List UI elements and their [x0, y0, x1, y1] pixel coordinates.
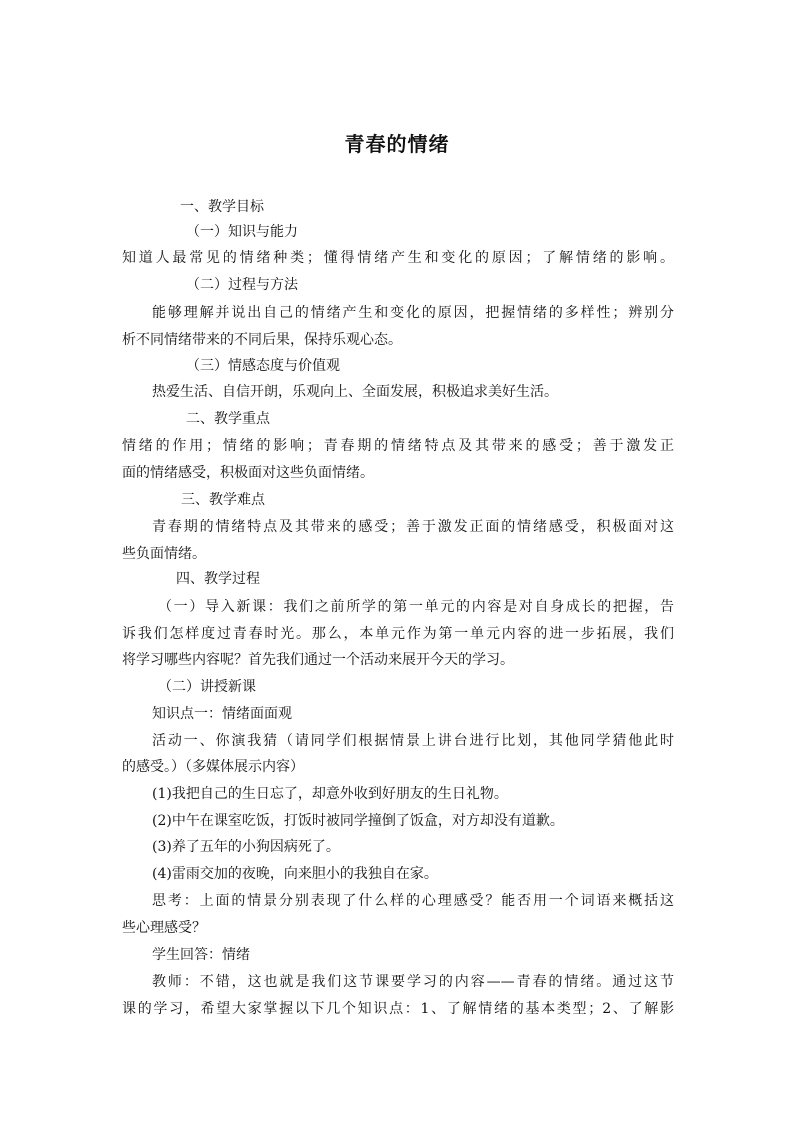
subheading-new-lesson: （二）讲授新课 [158, 679, 256, 695]
paragraph-line: 面的情绪感受，积极面对这些负面情绪。 [122, 465, 374, 481]
paragraph-line: 课的学习，希望大家掌握以下几个知识点：1、了解情绪的基本类型；2、了解影 [122, 1001, 674, 1017]
paragraph-line: 知识点一：情绪面面观 [152, 706, 292, 722]
paragraph-line: 活动一、你演我猜（请同学们根据情景上讲台进行比划，其他同学猜他此时 [152, 733, 674, 749]
paragraph-line: 析不同情绪带来的不同后果，保持乐观心态。 [122, 332, 402, 348]
list-item: (1)我把自己的生日忘了，却意外收到好朋友的生日礼物。 [152, 786, 508, 802]
subheading-process-method: （二）过程与方法 [186, 277, 298, 293]
heading-teaching-difficulty: 三、教学难点 [181, 492, 265, 508]
heading-teaching-focus: 二、教学重点 [186, 411, 270, 427]
paragraph-line: 将学习哪些内容呢？首先我们通过一个活动来展开今天的学习。 [122, 652, 514, 668]
paragraph-line: 情绪的作用；情绪的影响；青春期的情绪特点及其带来的感受；善于激发正 [122, 438, 674, 454]
paragraph-line: （一）导入新课：我们之前所学的第一单元的内容是对自身成长的把握，告 [158, 599, 674, 615]
paragraph-line: 些负面情绪。 [122, 546, 206, 562]
paragraph-line: 些心理感受？ [122, 920, 206, 936]
paragraph-line: 热爱生活、自信开朗，乐观向上、全面发展，积极追求美好生活。 [152, 384, 558, 400]
page-title: 青春的情绪 [344, 132, 450, 156]
subheading-knowledge-ability: （一）知识与能力 [186, 224, 298, 240]
list-item: (2)中午在课室吃饭，打饭时被同学撞倒了饭盒，对方却没有道歉。 [152, 813, 564, 829]
paragraph-line: 的感受。）（多媒体展示内容） [122, 759, 304, 775]
subheading-emotion-values: （三）情感态度与价值观 [186, 358, 340, 374]
paragraph-line: 知道人最常见的情绪种类；懂得情绪产生和变化的原因；了解情绪的影响。 [122, 250, 674, 266]
list-item: (4)雷雨交加的夜晚，向来胆小的我独自在家。 [152, 866, 438, 882]
paragraph-line: 思考：上面的情景分别表现了什么样的心理感受？能否用一个词语来概括这 [152, 893, 674, 909]
heading-teaching-objectives: 一、教学目标 [180, 199, 264, 215]
paragraph-line: 能够理解并说出自己的情绪产生和变化的原因，把握情绪的多样性；辨别分 [152, 305, 674, 321]
paragraph-line: 诉我们怎样度过青春时光。那么，本单元作为第一单元内容的进一步拓展，我们 [122, 626, 674, 642]
paragraph-line: 教师：不错，这也就是我们这节课要学习的内容——青春的情绪。通过这节 [152, 974, 674, 990]
heading-teaching-process: 四、教学过程 [176, 571, 260, 587]
list-item: (3)养了五年的小狗因病死了。 [152, 839, 340, 855]
paragraph-line: 学生回答：情绪 [152, 947, 250, 963]
paragraph-line: 青春期的情绪特点及其带来的感受；善于激发正面的情绪感受，积极面对这 [152, 519, 674, 535]
